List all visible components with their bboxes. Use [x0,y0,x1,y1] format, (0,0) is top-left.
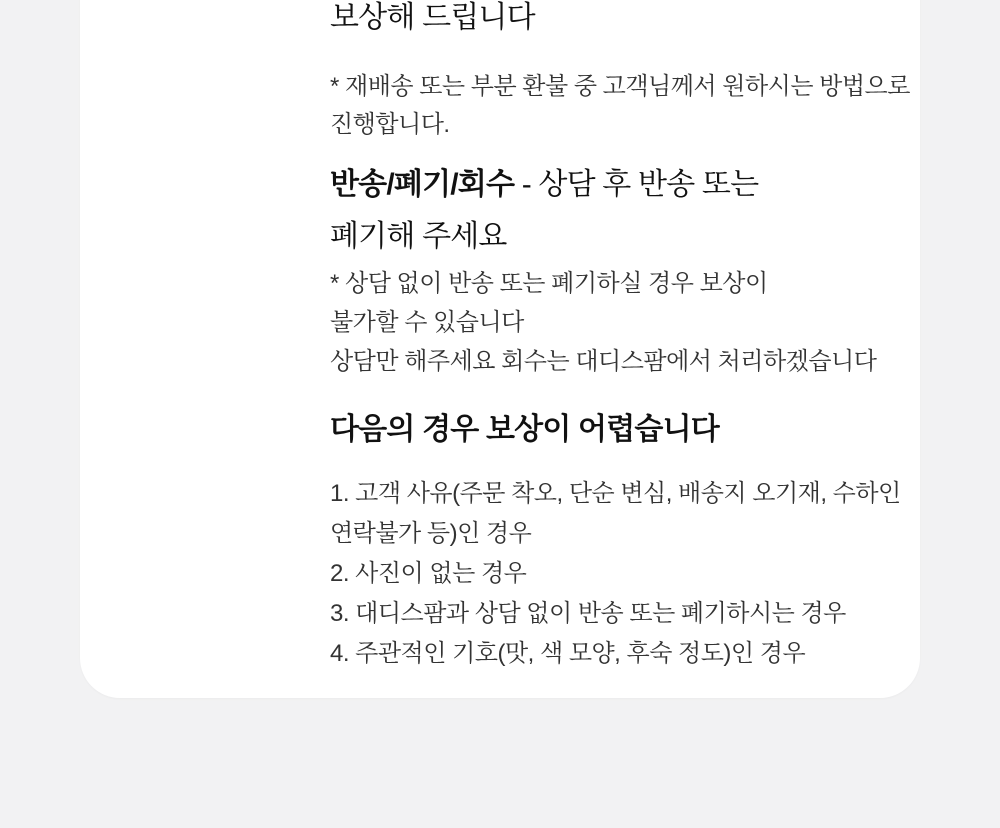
no-compensation-item: 4. 주관적인 기호(맛, 색 모양, 후숙 정도)인 경우 [330,640,806,667]
return-section-heading-bold: 반송/폐기/회수 [330,168,515,201]
no-compensation-item: 2. 사진이 없는 경우 [330,560,527,587]
compensation-heading-tail: 보상해 드립니다 [330,1,535,34]
return-section-heading-line1 [330,159,930,211]
no-compensation-list [330,474,930,674]
redelivery-note-line: * 재배송 또는 부분 환불 중 고객님께서 원하시는 방법으로 [330,73,910,100]
redelivery-note [330,68,930,144]
return-section-heading-regular: - 상담 후 반송 또는 [514,168,759,201]
no-compensation-heading: 다음의 경우 보상이 어렵습니다 [330,413,719,446]
policy-card [80,0,920,698]
no-compensation-item: 연락불가 등)인 경우 [330,520,532,547]
return-note-line: 상담만 해주세요 회수는 대디스팜에서 처리하겠습니다 [330,348,877,375]
return-note-line: * 상담 없이 반송 또는 폐기하실 경우 보상이 [330,270,768,297]
return-section-heading [330,159,930,263]
no-compensation-item: 1. 고객 사유(주문 착오, 단순 변심, 배송지 오기재, 수하인 [330,480,901,507]
return-section-heading-line2: 폐기해 주세요 [330,220,507,253]
return-section-note [330,264,930,381]
no-compensation-item: 3. 대디스팜과 상담 없이 반송 또는 폐기하시는 경우 [330,600,846,627]
return-note-line: 불가할 수 있습니다 [330,309,524,336]
redelivery-note-line: 진행합니다. [330,111,450,138]
